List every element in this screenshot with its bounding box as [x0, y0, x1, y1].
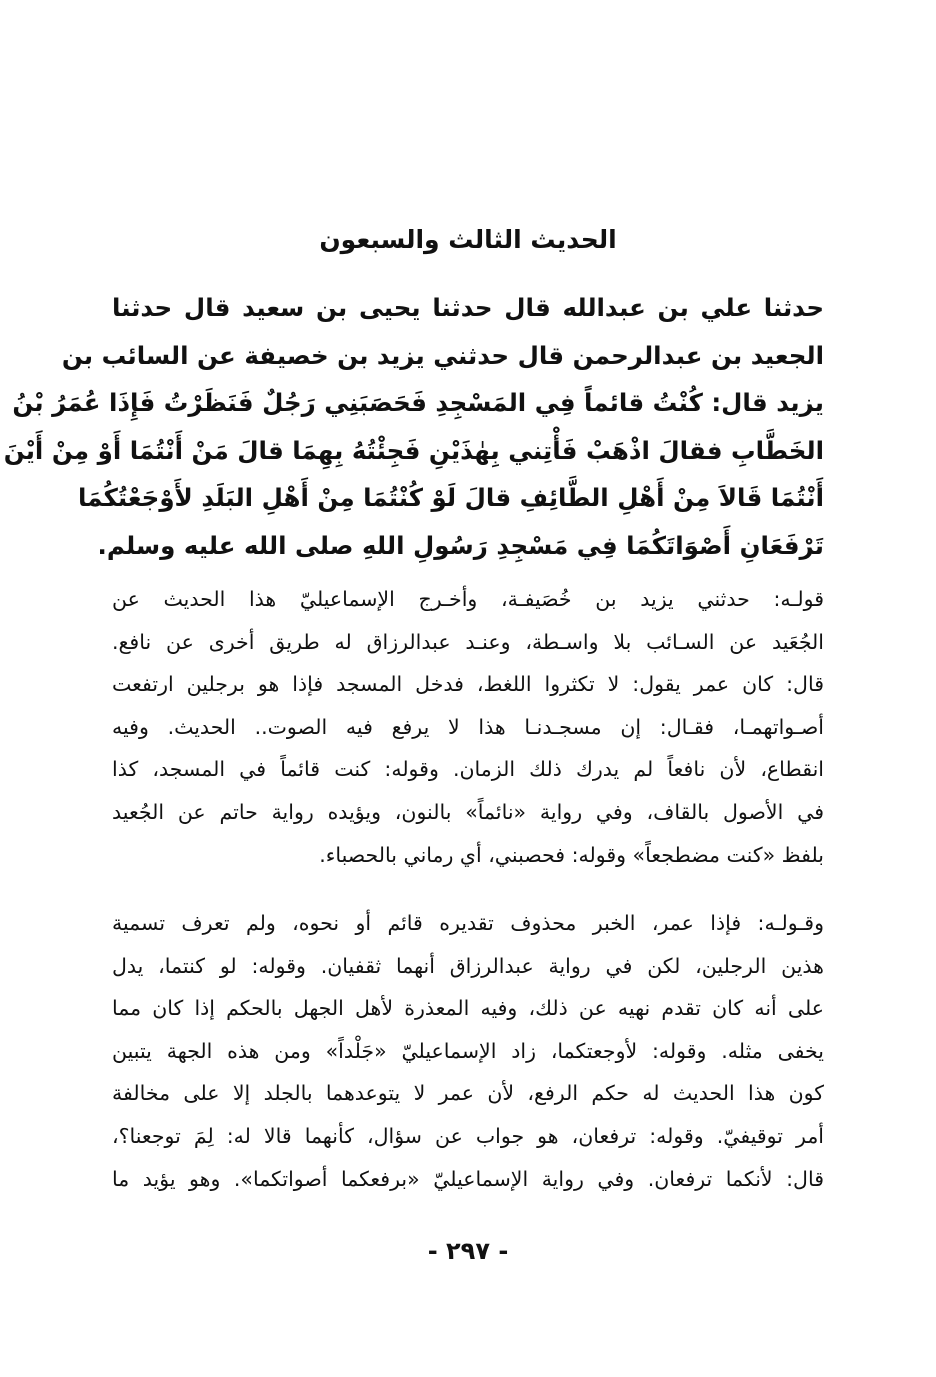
hadith-text [3, 284, 824, 569]
commentary-line: بلفظ «كنت مضطجعاً» وقوله: فحصبني، أي رماني بالحصباء. [319, 842, 824, 867]
commentary-line: أمر توقيفيّ. وقوله: ترفعان، هو جواب عن سؤال، كأنهما قالا له: لِمَ توجعنا؟، [112, 1123, 824, 1148]
commentary-line: في الأصول بالقاف، وفي رواية «نائماً» بالنون، ويؤيده رواية حاتم عن الجُعيد [112, 799, 824, 824]
commentary-line: قال: لأنكما ترفعان. وفي رواية الإسماعيليّ «برفعكما أصواتكما». وهو يؤيد ما [112, 1166, 824, 1191]
commentary-line: قولـه: حدثني يزيد بن خُصَيفـة، وأخـرج الإسماعيليّ هذا الحديث عن [112, 587, 824, 611]
page-number: - ٢٩٧ - [427, 1237, 509, 1265]
hadith-line: يزيد قال: كُنْتُ قائماً فِي المَسْجِدِ فَحَصَبَنِي رَجُلٌ فَنَظَرْتُ فَإِذَا عُمَرُ بْنُ [12, 388, 824, 417]
commentary-paragraph-1 [112, 578, 824, 876]
hadith-line: أَنْتُمَا قَالاَ مِنْ أَهْلِ الطَّائِفِ قالَ لَوْ كُنْتُمَا مِنْ أَهْلِ البَلَدِ لأَوْجَعْتُكُمَا [77, 483, 824, 512]
commentary-line: كون هذا الحديث له حكم الرفع، لأن عمر لا يتوعدهما بالجلد إلا على مخالفة [112, 1081, 824, 1106]
hadith-line: حدثنا علي بن عبدالله قال حدثنا يحيى بن سعيد قال حدثنا [112, 293, 824, 322]
commentary-line: وقـولـه: فإذا عمر، الخبر محذوف تقديره قائم أو نحوه، ولم تعرف تسمية [112, 911, 824, 935]
hadith-line: الخَطَّابِ فقالَ اذْهَبْ فَأْتِني بِهٰذَيْنِ فَجِئْتُهُ بِهِمَا قالَ مَنْ أَنْتُمَا أَوْ مِنْ أَيْنَ [3, 435, 824, 465]
commentary-line: قال: كان عمر يقول: لا تكثروا اللغط، فدخل المسجد فإذا هو برجلين ارتفعت [112, 672, 824, 697]
hadith-title: الحديث الثالث والسبعون [319, 225, 617, 254]
hadith-line: الجعيد بن عبدالرحمن قال حدثني يزيد بن خصيفة عن السائب بن [61, 340, 824, 370]
commentary-line: على أنه كان تقدم نهيه عن ذلك، وفيه المعذرة لأهل الجهل بالحكم إذا كان مما [112, 996, 824, 1021]
hadith-line: تَرْفَعَانِ أَصْوَاتَكُمَا فِي مَسْجِدِ رَسُولِ اللهِ صلى الله عليه وسلم. [97, 530, 824, 560]
commentary-line: انقطاع، لأن نافعاً لم يدرك ذلك الزمان. وقوله: كنت قائماً في المسجد، كذا [112, 757, 824, 782]
commentary-line: أصـواتهمـا، فقـال: إن مسجـدنـا هذا لا يرفع فيه الصوت.. الحديث. وفيه [112, 714, 824, 739]
commentary-line: يخفى مثله. وقوله: لأوجعتكما، زاد الإسماعيليّ «جَلْداً» ومن هذه الجهة يتبين [112, 1038, 824, 1063]
commentary-paragraph-2 [112, 902, 824, 1200]
commentary-line: هذين الرجلين، لكن في رواية عبدالرزاق أنهما ثقفيان. وقوله: لو كنتما، يدل [112, 953, 824, 978]
commentary-line: الجُعَيد عن السـائب بلا واسـطة، وعنـد عبدالرزاق له طريق أخرى عن نافع. [112, 629, 824, 654]
